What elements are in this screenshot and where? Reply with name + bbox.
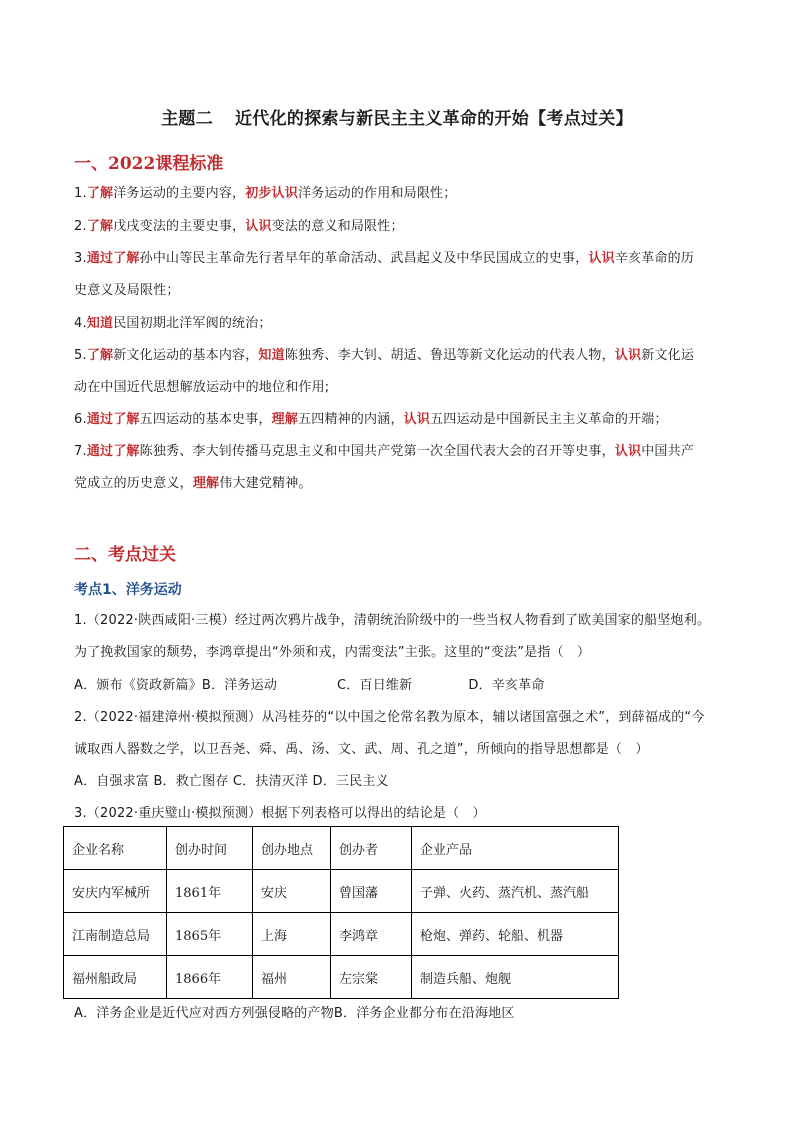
option-a: A．颁布《资政新篇》 bbox=[74, 678, 202, 693]
table-header-cell: 创办时间 bbox=[167, 827, 253, 870]
standard-item-continued: 党成立的历史意义，理解伟大建党精神。 bbox=[74, 476, 312, 491]
option-d: D．三民主义 bbox=[312, 774, 389, 789]
table-cell: 江南制造总局 bbox=[64, 913, 167, 956]
table-cell: 枪炮、弹药、轮船、机器 bbox=[412, 913, 619, 956]
table-row bbox=[64, 956, 619, 999]
section-heading-standards: 一、2022课程标准 bbox=[74, 154, 224, 174]
table-header-cell: 创办者 bbox=[331, 827, 412, 870]
table-cell: 1865年 bbox=[167, 913, 253, 956]
question-2-line-1: 2.（2022·福建漳州·模拟预测）从冯桂芬的“以中国之伦常名教为原本，辅以诸国富强之术”，到薛福成的“今 bbox=[74, 710, 705, 725]
topic-heading: 考点1、洋务运动 bbox=[74, 582, 182, 598]
standard-item-continued: 动在中国近代思想解放运动中的地位和作用; bbox=[74, 380, 330, 395]
option-c: C．百日维新 bbox=[337, 678, 413, 693]
standard-item: 2.了解戊戌变法的主要史事，认识变法的意义和局限性； bbox=[74, 219, 404, 234]
standard-item: 3.通过了解孙中山等民主革命先行者早年的革命活动、武昌起义及中华民国成立的史事，认识辛亥革命的历 bbox=[74, 251, 695, 266]
table-header-cell: 企业名称 bbox=[64, 827, 167, 870]
standard-item: 7.通过了解陈独秀、李大钊传播马克思主义和中国共产党第一次全国代表大会的召开等史事，认识中国共产 bbox=[74, 444, 695, 459]
page-title bbox=[70, 104, 724, 129]
enterprise-table bbox=[63, 826, 619, 999]
table-header-row bbox=[64, 827, 619, 870]
question-3-line-1: 3.（2022·重庆璧山·模拟预测）根据下列表格可以得出的结论是（ ） bbox=[74, 806, 486, 821]
table-cell: 福州 bbox=[253, 956, 331, 999]
question-2-options bbox=[74, 774, 389, 790]
option-a: A．自强求富 bbox=[74, 774, 150, 789]
question-1-line-2: 为了挽救国家的颓势，李鸿章提出“外须和戎，内需变法”主张。这里的“变法”是指（ ） bbox=[74, 645, 591, 660]
table-header-cell: 创办地点 bbox=[253, 827, 331, 870]
standard-item: 6.通过了解五四运动的基本史事，理解五四精神的内涵，认识五四运动是中国新民主主义革命的开端； bbox=[74, 412, 668, 427]
title-topic: 近代化的探索与新民主主义革命的开始【考点过关】 bbox=[235, 109, 633, 129]
question-1-options bbox=[74, 678, 545, 694]
question-3-options bbox=[74, 1006, 515, 1022]
table-row bbox=[64, 913, 619, 956]
table-header-cell: 企业产品 bbox=[412, 827, 619, 870]
table-cell: 安庆内军械所 bbox=[64, 870, 167, 913]
standard-item: 4.知道民国初期北洋军阀的统治； bbox=[74, 316, 272, 331]
table-cell: 曾国藩 bbox=[331, 870, 412, 913]
table-row bbox=[64, 870, 619, 913]
standard-item: 5.了解新文化运动的基本内容，知道陈独秀、李大钊、胡适、鲁迅等新文化运动的代表人物，认识新文化运 bbox=[74, 348, 695, 363]
question-2-line-2: 诚取西人器数之学，以卫吾尧、舜、禹、汤、文、武、周、孔之道”，所倾向的指导思想都是（ ） bbox=[74, 742, 649, 757]
table-cell: 左宗棠 bbox=[331, 956, 412, 999]
table-cell: 李鸿章 bbox=[331, 913, 412, 956]
option-b: B．洋务企业都分布在沿海地区 bbox=[333, 1006, 515, 1021]
standard-item: 1.了解洋务运动的主要内容，初步认识洋务运动的作用和局限性； bbox=[74, 186, 457, 201]
table-cell: 安庆 bbox=[253, 870, 331, 913]
table-cell: 子弹、火药、蒸汽机、蒸汽船 bbox=[412, 870, 619, 913]
question-1-line-1: 1.（2022·陕西咸阳·三模）经过两次鸦片战争，清朝统治阶级中的一些当权人物看到了欧美国家的船坚炮利。 bbox=[74, 613, 711, 628]
table-cell: 1866年 bbox=[167, 956, 253, 999]
option-a: A．洋务企业是近代应对西方列强侵略的产物 bbox=[74, 1006, 334, 1021]
table-cell: 上海 bbox=[253, 913, 331, 956]
option-b: B．洋务运动 bbox=[201, 678, 278, 693]
option-b: B．救亡图存 bbox=[153, 774, 229, 789]
section-heading-checkpoints: 二、考点过关 bbox=[74, 545, 176, 565]
title-theme: 主题二 bbox=[161, 109, 213, 129]
table-cell: 1861年 bbox=[167, 870, 253, 913]
table-cell: 福州船政局 bbox=[64, 956, 167, 999]
option-c: C．扶清灭洋 bbox=[232, 774, 309, 789]
option-d: D．辛亥革命 bbox=[468, 678, 545, 693]
table-cell: 制造兵船、炮舰 bbox=[412, 956, 619, 999]
standard-item-continued: 史意义及局限性； bbox=[74, 283, 180, 298]
